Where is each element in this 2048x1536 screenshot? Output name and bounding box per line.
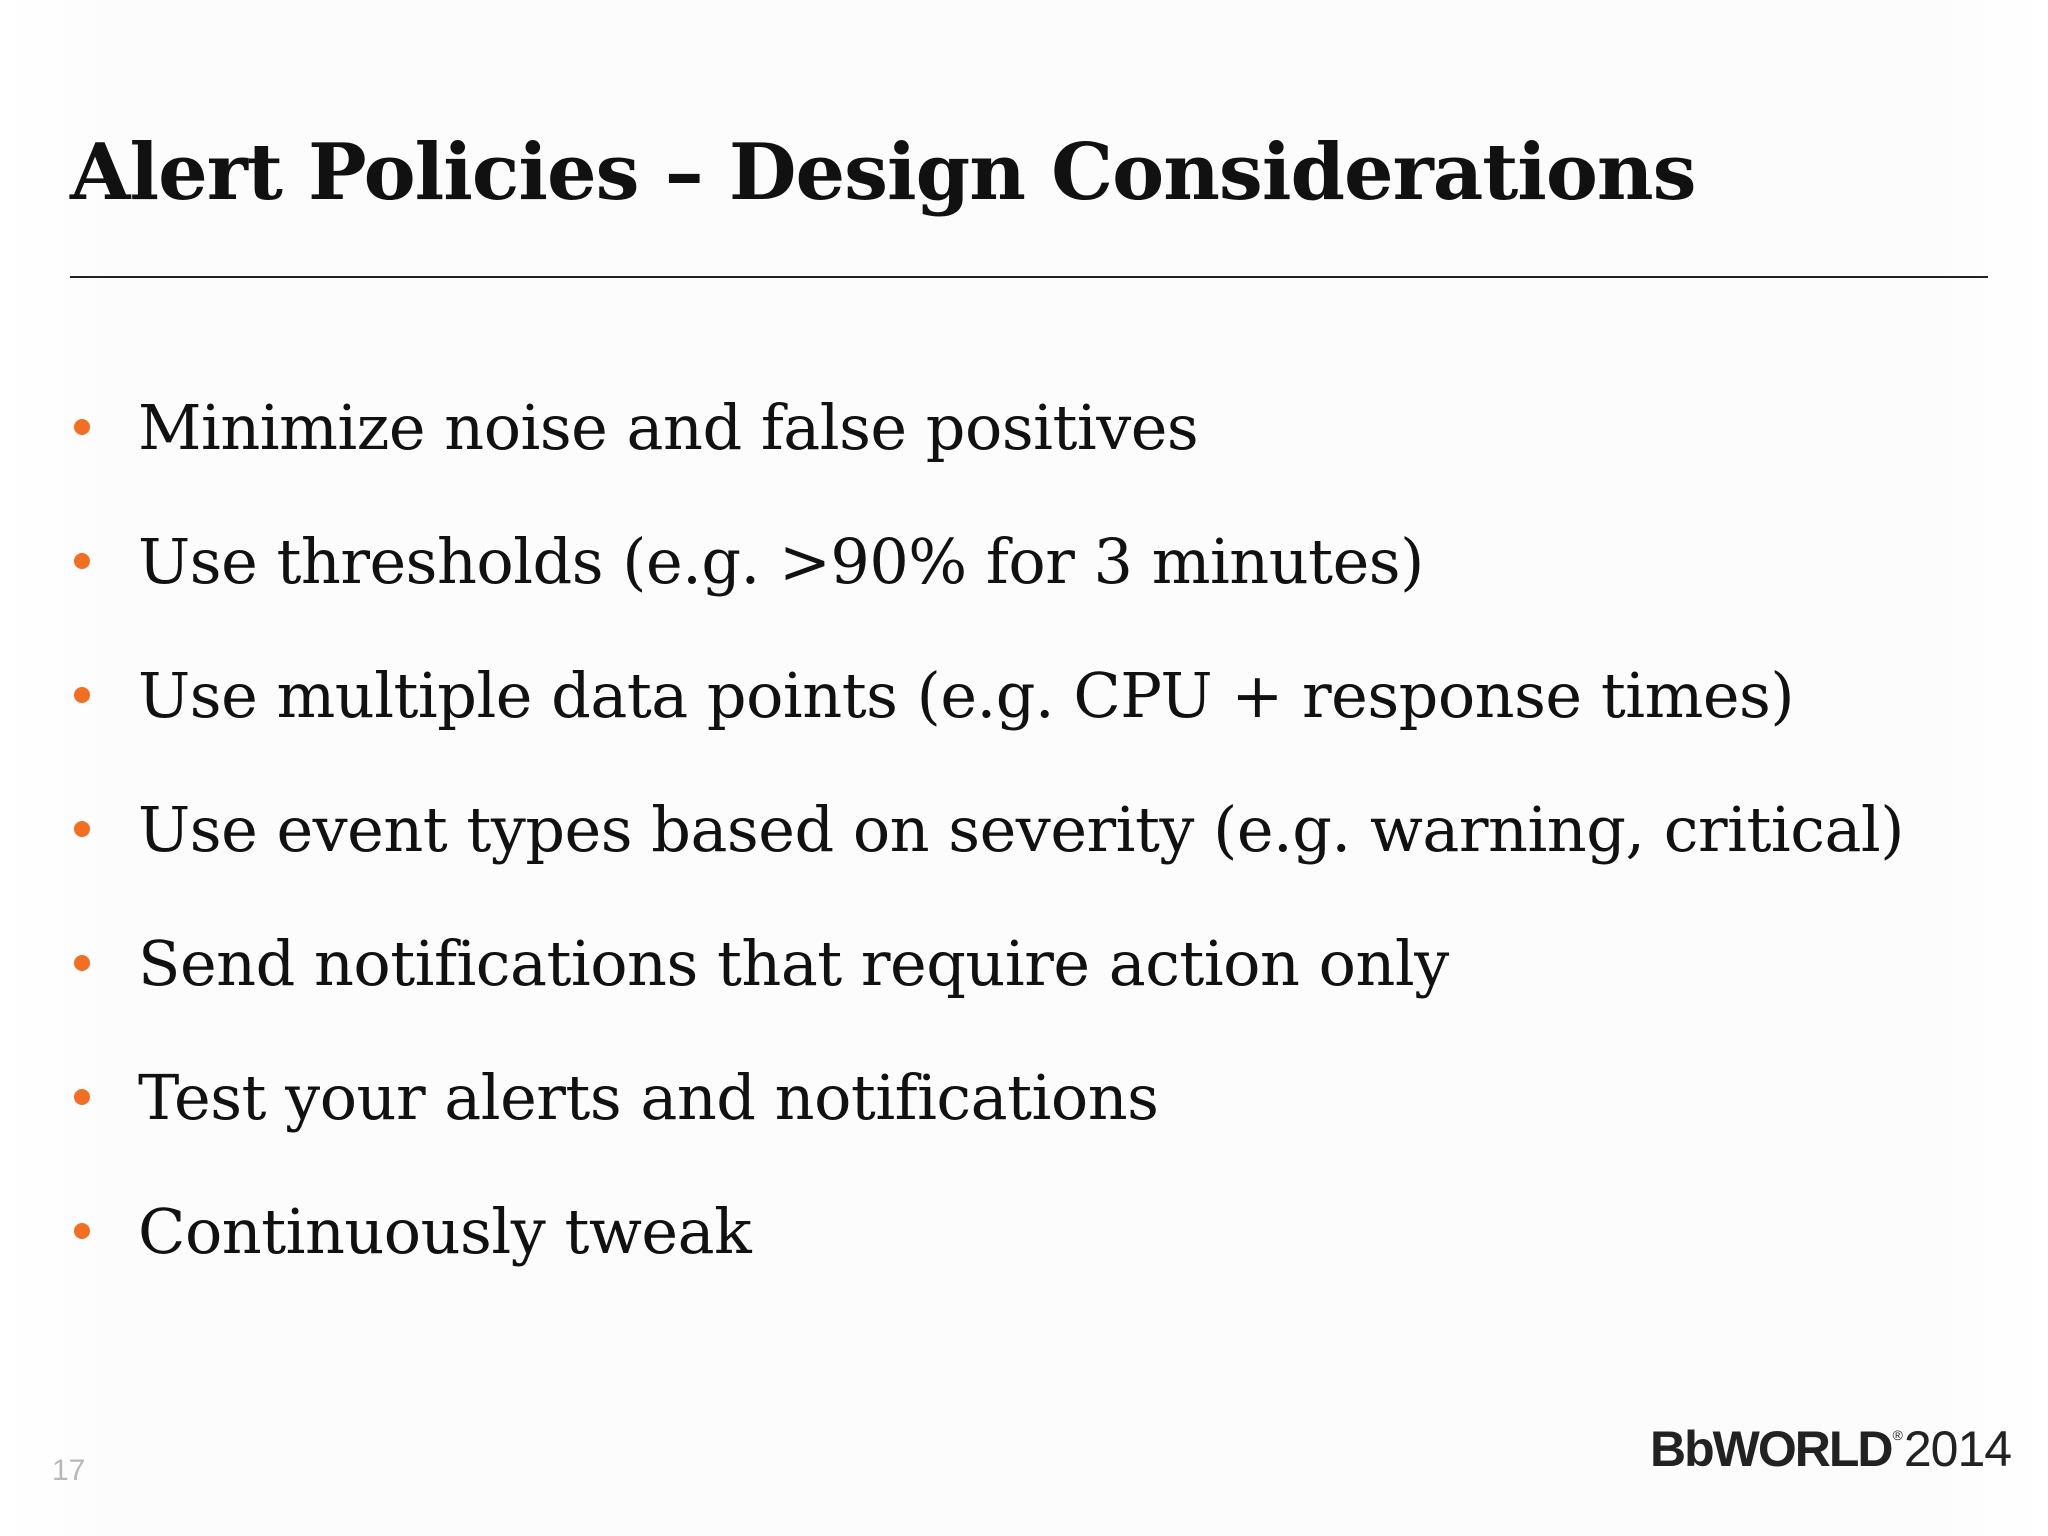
bullet-list xyxy=(70,360,1904,1298)
bullet-text: Test your alerts and notifications xyxy=(138,1060,1159,1134)
bullet-icon xyxy=(74,1223,90,1239)
bullet-text: Use thresholds (e.g. >90% for 3 minutes) xyxy=(138,524,1424,598)
bullet-text: Use multiple data points (e.g. CPU + response times) xyxy=(138,658,1795,732)
bullet-item xyxy=(70,360,1904,494)
bullet-item xyxy=(70,494,1904,628)
logo-brand: BbWORLD xyxy=(1650,1421,1892,1477)
bullet-item xyxy=(70,1030,1904,1164)
bullet-item xyxy=(70,1164,1904,1298)
bullet-text: Use event types based on severity (e.g. warning, critical) xyxy=(138,792,1904,866)
bbworld-logo xyxy=(1650,1420,2011,1478)
bullet-text: Send notifications that require action only xyxy=(138,926,1449,1000)
bullet-item xyxy=(70,762,1904,896)
bullet-icon xyxy=(74,1089,90,1105)
title-divider xyxy=(70,276,1988,278)
page-number: 17 xyxy=(52,1454,86,1487)
bullet-icon xyxy=(74,553,90,569)
bullet-icon xyxy=(74,955,90,971)
bullet-text: Minimize noise and false positives xyxy=(138,390,1199,464)
registered-mark: ® xyxy=(1892,1427,1903,1443)
slide-title: Alert Policies – Design Considerations xyxy=(70,127,1696,218)
logo-year: 2014 xyxy=(1903,1421,2012,1477)
bullet-icon xyxy=(74,419,90,435)
bullet-icon xyxy=(74,821,90,837)
bullet-text: Continuously tweak xyxy=(138,1194,752,1268)
bullet-icon xyxy=(74,687,90,703)
bullet-item xyxy=(70,896,1904,1030)
bullet-item xyxy=(70,628,1904,762)
